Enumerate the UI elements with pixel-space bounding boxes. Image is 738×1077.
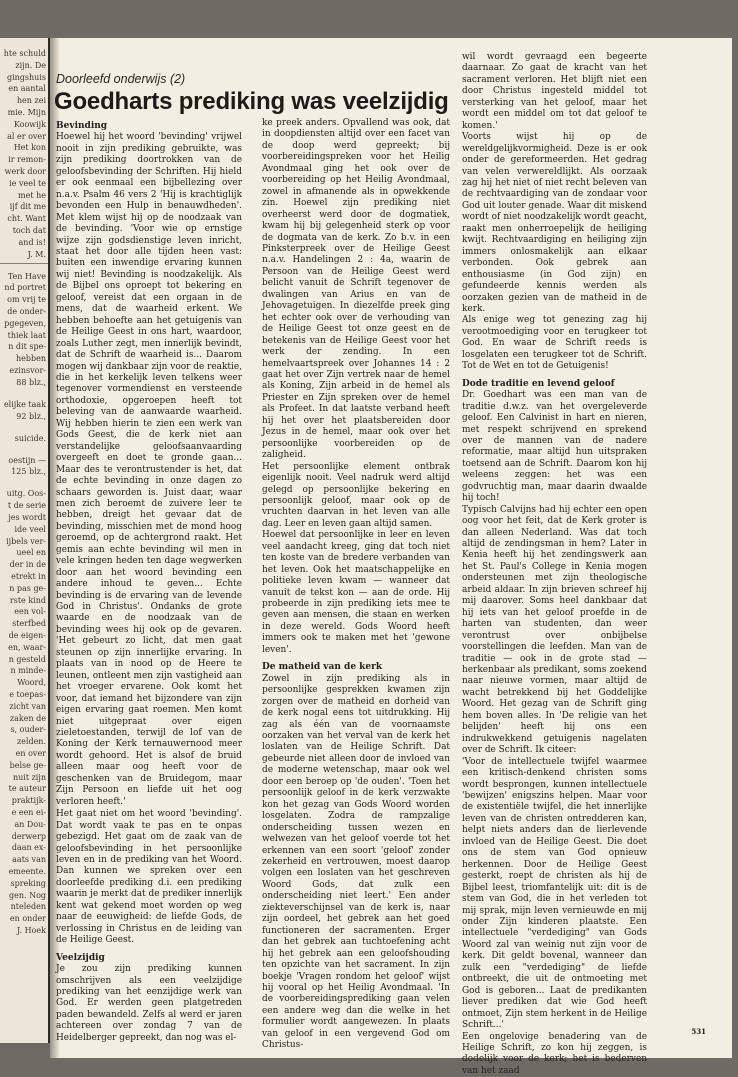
previous-page-edge [0, 38, 51, 1043]
previous-page-text-fragment: daan ex- [11, 843, 46, 853]
previous-page-text-fragment: met he [18, 190, 46, 200]
previous-page-text-fragment: aats van [12, 855, 46, 865]
paragraph: Hoewel hij het woord 'bevinding' vrijwel nooit in zijn prediking gebruikte, was zijn prediking doortrokken van de geloofsbevinding der Schriften. Hij hield er ook eenmaal een bijbellezing over n.a.v. Psalm 46 vers 2 'Hij is krachtiglijk bevonden een Hulp in benauwdheden'. Met klem wijst hij op de noodzaak van de bevinding. 'Voor wie op ernstige wijze zijn godsdienstige leven inricht, staat het door alle tijden heen vast: buiten een inwendige ervaring kunnen wij niet! Bevinding is noodzakelijk. Als de Bijbel ons oproept tot bekering en geloof, vereist dat een orgaan in de mens, dat de waarheid erkent. We hebben behoefte aan het getuigenis van de Heilige Geest in ons hart, waardoor, zoals Luther zegt, men innerlijk bevindt, dat de Schrift de waarheid is... Daarom mogen wij dankbaar zijn voor de reaktie, die in het kerkelijk leven telkens weer tegenover vormendienst en versteende orthodoxie, opgeroepen heeft tot beleving van de aanwaarde waarheid. Wij hebben hierin te zien een werk van Gods Geest, die de kerk niet aan verstandelijke geloofsaanvaarding overgeeft en doet te gronde gaan... Maar des te verontrustender is het, dat de echte bevinding in onze dagen zo schaars geworden is. Juist daar, waar men zich beroemt de zuivere leer te hebben, dreigt het gevaar dat de bevinding, misschien met de mond hoog geroemd, op de achtergrond raakt. Het gemis aan echte bevinding wil men in vele kringen heden ten dage wegwerken door aan het woord bevinding een andere inhoud te geven... Echte bevinding is de ervaring van de levende God in Christus'. Ondanks de grote waarde en de noodzaak van de bevinding wees hij ook op de gevaren. 'Het gebeurt zo licht, dat men gaat steunen op zijn innerlijke ervaring. In plaats van in nood op de Heere te leunen, ontleent men zijn vastigheid aan het vroeger ervarene. Ook komt het voor, dat iemand het bijzondere van zijn eigen ervaring gaat roemen. Men komt niet uitgepraat over eigen zieletoestanden, terwijl de lof van de Koning der Kerk ternauwernood meer wordt gehoord. Het is alsof de bruid alleen maar oog heeft voor de geschenken van de Bruidegom, maar Zijn Persoon en liefde uit het oog verloren heeft.' [56, 132, 242, 807]
previous-page-text-fragment: en aantal [8, 84, 46, 94]
previous-page-text-fragment: nd portret [4, 283, 46, 293]
paragraph: Voorts wijst hij op de wereldgelijkvormigheid. Deze is er ook onder de gereformeerden. Het gedrag van velen verwereldlijkt. Als oorzaak zag hij het niet of niet recht beleven van de rechtvaardiging van de zondaar voor God uit louter genade. Waar dit miskend wordt of niet noodzakelijk wordt geacht, raakt men onherroepelijk de heiliging kwijt. Rechtvaardiging en heiliging zijn immers onlosmakelijk aan elkaar verbonden. Ook gebrek aan enthousiasme (in God zijn) en gefundeerde kennis werden als oorzaken gezien van de matheid in de kerk. [462, 132, 647, 314]
paragraph: Hoewel dat persoonlijke in leer en leven veel aandacht kreeg, ging dat toch niet ten koste van de bredere verbanden van het leven. Ook het maatschappelijke en politieke leven kwam — wanneer dat vanuit de tekst kon — aan de orde. Hij probeerde in zijn prediking iets mee te geven aan mensen, die staan en werken in deze wereld. Gods Woord heeft immers ook te maken met het 'gewone leven'. [262, 530, 450, 655]
previous-page-text-fragment: ir remon- [8, 155, 46, 165]
previous-page-text-fragment: J. Hoek [16, 926, 46, 935]
previous-page-text-fragment: oestijn — [8, 455, 46, 465]
section-heading-traditie: Dode traditie en levend geloof [462, 378, 615, 389]
article-column-2 [262, 118, 450, 1052]
paragraph: 'Voor de intellectuele twijfel waarmee een kritisch-denkend christen soms wordt besprongen, kunnen intellectuele 'bewijzen' enigszins helpen. Maar voor de existentiële twijfel, die het innerlijke leven van de christen ontredderen kan, helpt niets anders dan de lierlevende invloed van de Heilige Geest. Die doet ons de stem van God opnieuw herkennen. Door de Heilige Geest gesterkt, roept de christen als hij de Bijbel leest, triomfantelijk uit: dit is de stem van God, die in het verleden tot mij sprak, mijn leven vernieuwde en mij onder Zijn kinderen plaatste. Een intellectuele "verdediging" van Gods Woord zal van weinig nut zijn voor de kerk. Dit geldt bovenal, wanneer dan zulk een "verdediging" de liefde ontbreekt, die uit de ontmoeting met God is geboren... Laat de predikanten liever prediken dat wie God heeft ontmoet, Zijn stem herkent in de Heilige Schrift...' [462, 756, 647, 1031]
section-heading-matheid: De matheid van de kerk [262, 662, 383, 673]
paragraph: Zowel in zijn prediking als in persoonlijke gesprekken kwamen zijn zorgen over de matheid en dorheid van de kerk nogal eens tot uitdrukking. Hij zag als één van de voornaamste oorzaken van het verval van de kerk het loslaten van de Heilige Schrift. Dat gebeurde niet alleen door de invloed van de moderne wetenschap, maar ook wel door een beroep op 'de ouden'. 'Toen het persoonlijk geloof in de kerk verzwakte kon het gezag van Gods Woord worden losgelaten. Zodra de rampzalige onderscheiding tussen wezen en welwezen van het geloof voerde tot het erkennen van een soort 'geloof' zonder zekerheid en vertrouwen, moest daarop volgen een loslaten van het geschreven Woord Gods, dat zulk een onderscheiding niet leert.' Een ander ziekteverschijnsel van de kerk is, naar zijn oordeel, het gebrek aan het goed functioneren der sacramenten. Erger dan het gebrek aan tuchtoefening acht hij het gebrek aan een geloofshouding ten opzichte van het sacrament. In zijn boekje 'Vragen rondom het geloof' wijst hij vooral op het Heilig Avondmaal. 'In de voorbereidingsprediking gaan velen een andere weg dan die welke in het formulier wordt aangewezen. In plaats van geloof in een vergevend God om Christus- [262, 673, 450, 1051]
previous-page-text-fragment: hebben [15, 354, 46, 364]
article-title: Goedharts prediking was veelzijdig [54, 88, 449, 115]
previous-page-text-fragment: thiek laat [7, 330, 46, 340]
previous-page-text-fragment: Woord, [17, 678, 46, 688]
previous-page-text-fragment: om vrij te [7, 295, 46, 305]
previous-page-text-fragment: de eigen- [8, 631, 46, 640]
previous-page-text-fragment: ijbels ver- [6, 536, 46, 546]
previous-page-text-fragment: s, ouder- [10, 725, 46, 735]
previous-page-text-fragment: en onder [9, 914, 46, 924]
previous-page-text-fragment: e een ei- [11, 808, 46, 817]
previous-page-text-fragment: ie veel te [9, 178, 46, 188]
previous-page-text-fragment: hen zei [16, 96, 46, 106]
previous-page-text-fragment: 88 blz., [16, 377, 46, 387]
previous-page-text-fragment: etrekt in [11, 572, 46, 581]
paragraph: wil wordt gevraagd een begeerte daarnaar. Zo gaat de kracht van het sacrament verloren. Het blijft niet een door Christus ingesteld middel tot versterking van het geloof, maar het wordt een middel om tot dat geloof te komen.' [462, 52, 647, 131]
paragraph: Als enige weg tot genezing zag hij verootmoediging voor en terugkeer tot God. En waar de Schrift reeds is losgelaten een terugkeer tot de Schrift. Tot de Wet en tot de Getuigenis! [462, 315, 647, 372]
paragraph: Dr. Goedhart was een man van de traditie d.w.z. van het overgeleverde geloof. Een Calvinist in hart en nieren, met respekt schrijvend en sprekend over de mannen van de nadere reformatie, maar altijd hun uitspraken toetsend aan de Schrift. Daarom kon hij weleens zeggen: het was een godvruchtig man, maar daarin dwaalde hij toch! [462, 390, 647, 504]
previous-page-text-fragment: J. M. [27, 249, 46, 259]
page-number: 531 [691, 1027, 706, 1036]
section-heading-veelzijdig: Veelzijdig [56, 952, 105, 963]
previous-page-text-fragment: sterfbed [12, 619, 46, 629]
previous-page-text-fragment: Ten Have [7, 271, 46, 281]
magazine-page [50, 38, 732, 1076]
previous-page-text-fragment: rste kind [9, 595, 46, 605]
paragraph: Typisch Calvijns had hij echter een open oog voor het feit, dat de Kerk groter is dan alleen Nederland. Was dat toch altijd de zendingsman in hem? Later in Kenia heeft hij het zendingswerk aan het St. Paul's College in Kenia mogen ondersteunen met zijn theologische arbeid aldaar. In zijn brieven schreef hij mij daarover. Soms heel dankbaar dat hij iets van het geloof proefde in de harten van studenten, dan weer verontrust over onbijbelse voorstellingen die leefden. Man van de traditie — ook in de grote stad — herkenbaar als predikant, soms zoekend naar nieuwe vormen, maar altijd de wacht betrekkend bij het Goddelijke Woord. Het gezag van de Schrift ging hem boven alles. In 'De religie van het belijden' heeft hij ons een indrukwekkend getuigenis nagelaten over de Schrift. Ik citeer: [462, 504, 647, 756]
previous-page-text-fragment: zelden. [16, 737, 46, 747]
paragraph: Een ongelovige benadering van de Heilige Schrift, zo kon hij zeggen, is dodelijk voor de kerk; het is bederven van het zaad [462, 1031, 647, 1076]
previous-page-text-fragment: n dit spe- [8, 342, 46, 352]
previous-page-text-fragment: n gesteld [8, 654, 46, 664]
previous-page-text-fragment: nuit zijn [12, 772, 46, 782]
previous-page-text-fragment: n pas ge- [9, 583, 46, 593]
previous-page-text-fragment: hte schuld [3, 49, 46, 58]
article-kicker: Doorleefd onderwijs (2) [56, 72, 186, 86]
previous-page-text-fragment: al er over [7, 131, 46, 141]
previous-page-text-fragment: 92 blz., [16, 411, 46, 421]
previous-page-text-fragment: n minde- [10, 666, 46, 676]
previous-page-text-fragment: werk door [4, 167, 46, 176]
previous-page-text-fragment: gen. Nog [8, 890, 46, 900]
paragraph: Het persoonlijke element ontbrak eigenlijk nooit. Veel nadruk werd altijd gelegd op persoonlijke bekering en persoonlijk geloof, maar ook op de vruchten daarvan in het leven van alle dag. Leer en leven gaan altijd samen. [262, 461, 450, 529]
previous-page-text-fragment: belse ge- [9, 760, 46, 770]
previous-page-text-fragment: ide veel [14, 524, 46, 534]
previous-page-text-fragment: and is! [18, 237, 46, 247]
previous-page-text-fragment: der in de [9, 560, 46, 570]
previous-page-text-fragment: ezinsvor- [9, 366, 46, 375]
previous-page-text-fragment: te auteur [8, 784, 46, 794]
previous-page-text-fragment: e toepas- [9, 690, 46, 699]
previous-page-text-fragment: 125 blz., [11, 467, 46, 477]
previous-page-text-fragment: Het kon [13, 143, 46, 153]
previous-page-text-fragment: uitg. Oos- [6, 489, 46, 499]
paragraph: ke preek anders. Opvallend was ook, dat in doopdiensten altijd over een facet van de doop werd gepreekt; bij voorbereidingspreken voor het Heilig Avondmaal ging het ook over de voorbereiding op het Heilig Avondmaal, zowel in afmanende als in opwekkende zin. Hoewel zijn prediking niet overheerst werd door de dogmatiek, kwam hij bij gelegenheid sterk op voor de dogmata van de kerk. Zo b.v. in een Pinksterpreek over de Heilige Geest n.a.v. Handelingen 2 : 4a, waarin de Persoon van de Heilige Geest werd belicht vanuit de Schrift tegenover de dwalingen van Arius en van de Jehovagetuigen. In diezelfde preek ging het echter ook over de verhouding van de Heilige Geest tot onze geest en de betekenis van de Heilige Geest voor het werk der zending. In een hemelvaartspreek over Johannes 14 : 2 gaat het over Zijn vertrek naar de hemel als Koning, Zijn arbeid in de hemel als Priester en Zijn spreken over de hemel als Profeet. In dat laatste verband heeft hij het over het plaatsbereiden door Jezus in de hemel, maar ook over het persoonlijke voorbereiden op de zaligheid. [262, 118, 450, 461]
previous-page-text-fragment: elijke taak [3, 399, 46, 409]
previous-page-text-fragment: praktijk- [11, 796, 46, 806]
previous-page-text-fragment: derwerp [11, 831, 46, 841]
article-column-3 [462, 52, 647, 1077]
previous-page-text-fragment: suicide. [14, 433, 46, 443]
previous-page-text-fragment: ijf dit me [9, 202, 46, 212]
previous-page-text-fragment: cht. Want [7, 214, 46, 224]
previous-page-text-fragment: zijn. De [15, 60, 46, 70]
previous-page-text-fragment: een vol- [14, 607, 46, 617]
previous-page-text-fragment: an Dou- [14, 819, 46, 829]
previous-page-text-fragment: Koowijk [13, 119, 46, 129]
previous-page-text-fragment: nteleden [10, 902, 46, 912]
previous-page-text-fragment: de onder- [7, 307, 46, 316]
previous-page-text-fragment: pgegeven, [4, 318, 46, 328]
previous-page-text-fragment: spreking [10, 878, 46, 888]
paragraph: Je zou zijn prediking kunnen omschrijven als een veelzijdige prediking van het eenzijdige werk van God. Er werden geen platgetreden paden bewandeld. Zelfs al werd er jaren achtereen over zondag 7 van de Heidelberger gepreekt, dan nog was el- [56, 964, 242, 1043]
previous-page-text-fragment: en, waar- [8, 642, 46, 652]
previous-page-text-fragment: t de serie [7, 501, 46, 511]
previous-page-text-fragment: jes wordt [8, 513, 46, 522]
previous-page-divider [0, 263, 48, 264]
previous-page-text-fragment: gingshuis [6, 72, 46, 82]
previous-page-text-fragment: en over [15, 749, 46, 758]
previous-page-text-fragment: emeente. [8, 867, 46, 876]
paragraph: Het gaat niet om het woord 'bevinding'. Dat wordt vaak te pas en te onpas gebezigd. Het gaat om de zaak van de geloofsbevinding in het persoonlijke leven en in de prediking van het Woord. Dan kunnen we spreken over een doorleefde prediking d.i. een prediking waarin je merkt dat de prediker innerlijk kent wat gekend moet worden op weg naar de eeuwigheid: de liefde Gods, de verlossing in Christus en de leiding van de Heilige Geest. [56, 809, 242, 946]
previous-page-text-fragment: toch dat [12, 226, 46, 235]
previous-page-text-fragment: mie. Mijn [7, 108, 46, 117]
previous-page-text-fragment: zicht van [9, 701, 46, 711]
previous-page-text-fragment: ueel en [16, 548, 46, 558]
previous-page-text-fragment: zaken de [9, 713, 46, 723]
section-heading-bevinding: Bevinding [56, 121, 108, 131]
article-column-1 [56, 118, 242, 1044]
